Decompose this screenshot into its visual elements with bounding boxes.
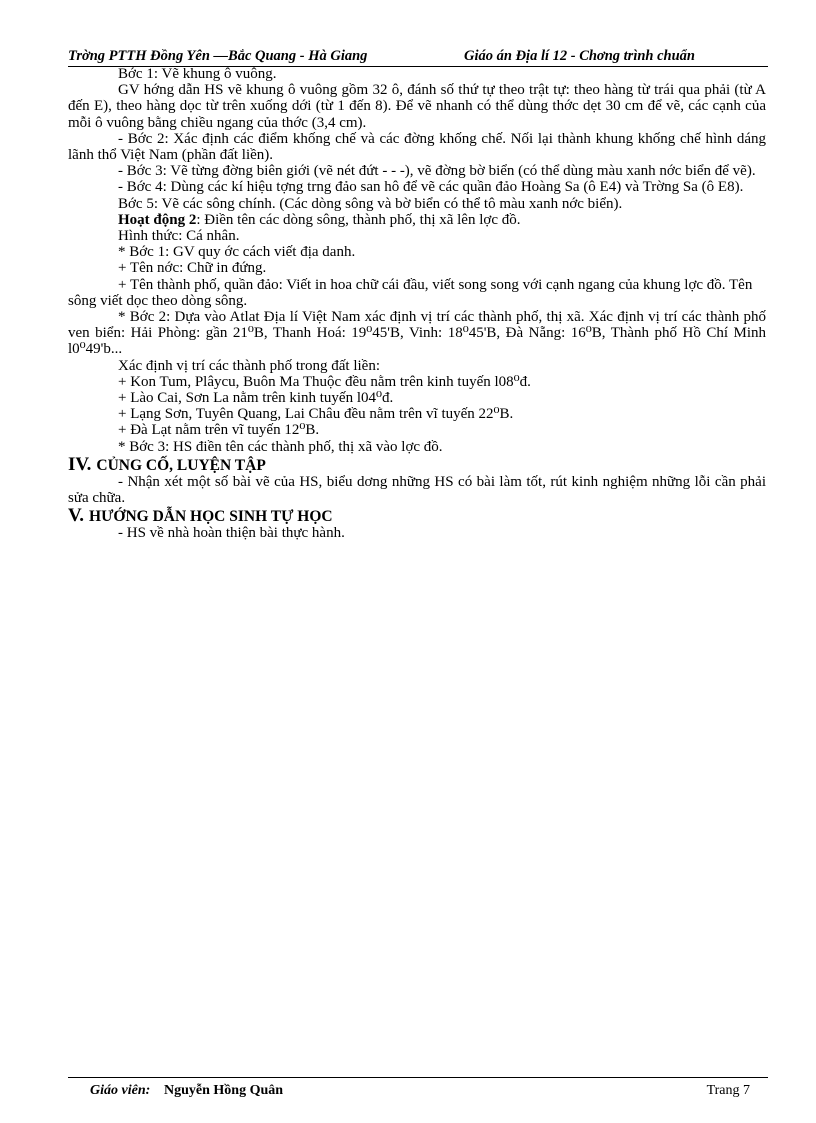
city-name-rule: + Tên thành phố, quần đảo: Viết in hoa chữ cái đầu, viết song song với cạnh ngang của khung lợc đồ. Tên sông viết dọc theo dòng sông. bbox=[68, 276, 753, 309]
activity-form: Hình thức: Cá nhân. bbox=[118, 228, 240, 245]
page-number: Trang 7 bbox=[706, 1083, 750, 1098]
activity2-heading bbox=[68, 212, 766, 228]
activity2-text: : Điền tên các dòng sông, thành phố, thị xã lên lợc đồ. bbox=[196, 211, 521, 228]
page-footer bbox=[68, 1077, 768, 1100]
section-v-heading bbox=[68, 505, 766, 527]
activity2-step2: * Bớc 2: Dựa vào Atlat Địa lí Việt Nam xác định vị trí các thành phố, thị xã. Xác định vị trí các thành phố ven biển: Hải Phòng: gần 21⁰B, Thanh Hoá: 19⁰45'B, Vinh: 18⁰45'B, Đà Nẵng: 16⁰B, Thành phố Hồ Chí Minh l0⁰49'b... bbox=[68, 309, 766, 358]
teacher-label: Giáo viên: bbox=[90, 1083, 151, 1098]
header-lesson-plan: Giáo án Địa lí 12 - Chơng trình chuẩn bbox=[464, 48, 695, 64]
inland-item-3: + Lạng Sơn, Tuyên Quang, Lai Châu đều nằm trên vĩ tuyến 22⁰B. bbox=[118, 406, 514, 423]
step5: Bớc 5: Vẽ các sông chính. (Các dòng sông và bờ biển có thể tô màu xanh nớc biển). bbox=[118, 195, 623, 212]
section-iv-text: - Nhận xét một số bài vẽ của HS, biểu dơng những HS có bài làm tốt, rút kinh nghiệm những lỗi cần phải sửa chữa. bbox=[68, 473, 766, 507]
inland-item-1: + Kon Tum, Plâycu, Buôn Ma Thuộc đều nằm trên kinh tuyến l08⁰đ. bbox=[118, 373, 531, 390]
page-header bbox=[68, 46, 768, 67]
document-body bbox=[68, 66, 766, 541]
header-school: Trờng PTTH Đồng Yên —Bắc Quang - Hà Giang bbox=[68, 48, 368, 64]
section-v-title: HƯỚNG DẪN HỌC SINH TỰ HỌC bbox=[89, 508, 333, 526]
section-v-number: V. bbox=[68, 505, 85, 527]
section-v-text: - HS về nhà hoàn thiện bài thực hành. bbox=[118, 525, 345, 542]
step1-detail: GV hớng dẫn HS vẽ khung ô vuông gồm 32 ô, đánh số thứ tự theo trật tự: theo hàng từ trái qua phải (từ A đến E), theo hàng dọc từ trên xuống dới (từ 1 đến 8). Để vẽ nhanh có thể dùng thớc dẹt 30 cm để vẽ, các cạnh của mỗi ô vuông bằng chiều ngang của thớc (3,4 cm). bbox=[68, 82, 766, 131]
activity2-label: Hoạt động 2 bbox=[118, 211, 197, 228]
section-iv-heading bbox=[68, 453, 766, 475]
step2: - Bớc 2: Xác định các điểm khống chế và các đờng khống chế. Nối lại thành khung khống chế hình dáng lãnh thổ Việt Nam (phần đất liền). bbox=[68, 130, 766, 164]
step1-title: Bớc 1: Vẽ khung ô vuông. bbox=[118, 66, 277, 82]
inland-item-4: + Đà Lạt nằm trên vĩ tuyến 12⁰B. bbox=[118, 422, 320, 439]
teacher-name: Nguyễn Hồng Quân bbox=[164, 1083, 284, 1098]
country-name-rule: + Tên nớc: Chữ in đứng. bbox=[118, 260, 267, 277]
step3: - Bớc 3: Vẽ từng đờng biên giới (vẽ nét đứt - - -), vẽ đờng bờ biển (có thể dùng màu xanh nớc biển để vẽ). bbox=[118, 163, 756, 180]
activity2-step1: * Bớc 1: GV quy ớc cách viết địa danh. bbox=[118, 244, 356, 261]
section-iv-number: IV. bbox=[68, 453, 92, 475]
inland-item-2: + Lào Cai, Sơn La nằm trên kinh tuyến l04⁰đ. bbox=[118, 390, 394, 407]
inland-intro: Xác định vị trí các thành phố trong đất liền: bbox=[118, 357, 381, 374]
step4: - Bớc 4: Dùng các kí hiệu tợng trng đảo san hô để vẽ các quần đảo Hoàng Sa (ô E4) và Trờng Sa (ô E8). bbox=[118, 179, 744, 196]
activity2-step3: * Bớc 3: HS điền tên các thành phố, thị xã vào lợc đồ. bbox=[118, 438, 443, 455]
section-iv-title: CỦNG CỐ, LUYỆN TẬP bbox=[96, 456, 266, 474]
